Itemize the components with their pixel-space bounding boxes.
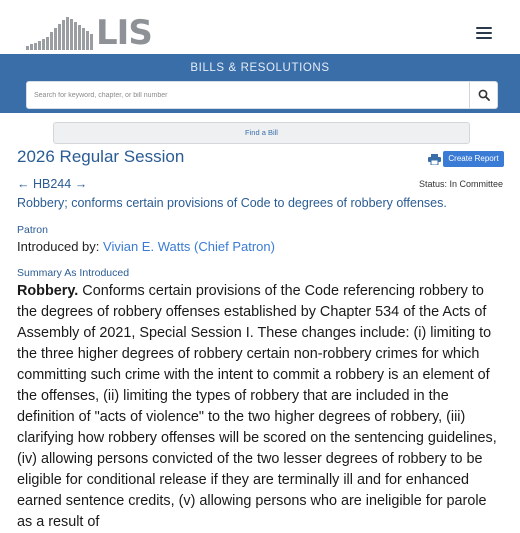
bill-number: HB244 <box>32 177 72 191</box>
bill-description: Robbery; conforms certain provisions of Code to degrees of robbery offenses. <box>17 196 447 210</box>
summary-heading: Robbery. <box>17 283 79 299</box>
summary-text <box>17 281 505 533</box>
find-a-bill-button[interactable]: Find a Bill <box>53 122 470 144</box>
previous-bill-arrow-icon[interactable]: ← <box>17 177 30 191</box>
search-button[interactable] <box>469 82 497 108</box>
hamburger-menu-icon[interactable] <box>476 27 492 40</box>
bill-navigation <box>17 176 87 192</box>
introduced-by <box>17 238 275 255</box>
search-box <box>26 81 498 109</box>
patron-label: Patron <box>17 224 48 236</box>
top-header <box>0 0 520 54</box>
bill-status: Status: In Committee <box>419 179 504 189</box>
banner-title: BILLS & RESOLUTIONS <box>190 62 330 74</box>
print-icon[interactable] <box>428 154 441 165</box>
summary-body: Conforms certain provisions of the Code referencing robbery to the degrees of robbery offenses established by Chapter 534 of the Acts of Assembly of 2021, Special Session I. These changes include: (i) limiting to the three higher degrees of robbery certain non-robbery crimes for which committing such crime with the intent to commit a robbery is an element of the offenses, (ii) limiting the types of robbery that are included in the definition of "acts of violence" to the two higher degrees of robbery, (iii) clarifying how robbery offenses will be scored on the sentencing guidelines, (iv) allowing persons convicted of the two lesser degrees of robbery to be eligible for conditional release if they are terminally ill and for enhanced earned sentence credits, (v) allowing persons who are ineligible for parole as a result of <box>17 283 497 530</box>
create-report-button[interactable]: Create Report <box>443 151 504 167</box>
introduced-by-label: Introduced by: <box>17 239 100 254</box>
session-title: 2026 Regular Session <box>17 147 185 166</box>
search-icon <box>478 89 490 101</box>
summary-label: Summary As Introduced <box>17 267 130 279</box>
next-bill-arrow-icon[interactable]: → <box>74 177 88 191</box>
search-input[interactable] <box>27 82 467 108</box>
logo-text[interactable]: LIS <box>96 13 152 53</box>
patron-link[interactable]: Vivian E. Watts (Chief Patron) <box>103 239 275 254</box>
